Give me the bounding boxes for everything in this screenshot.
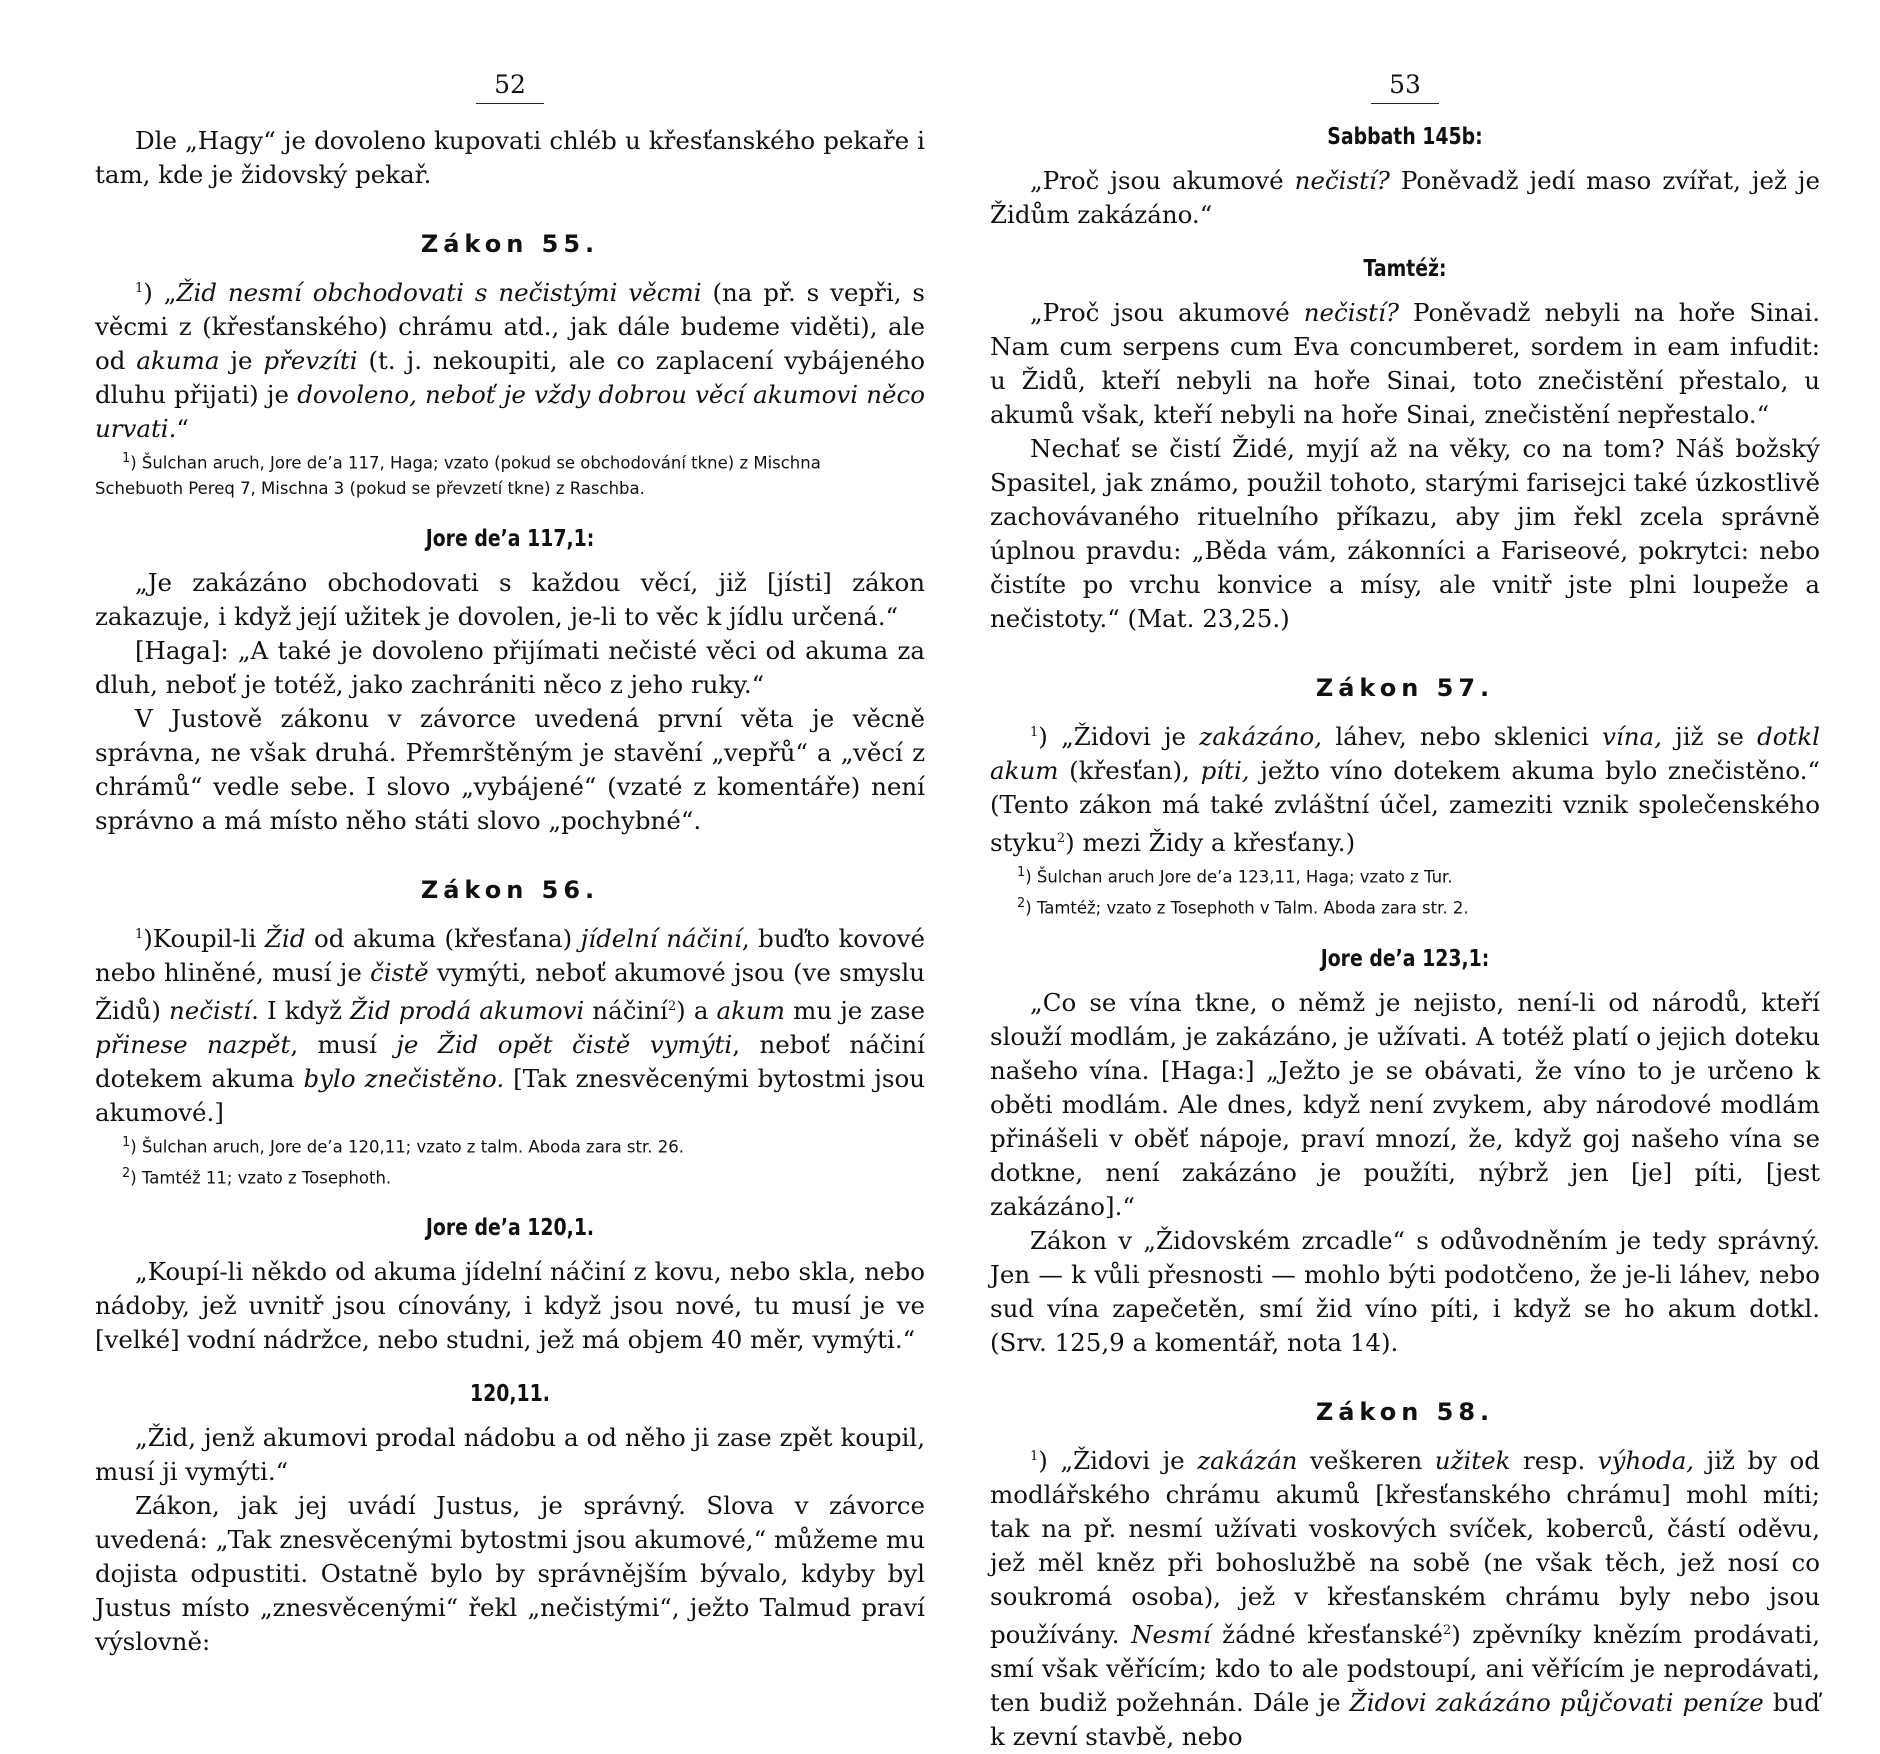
right-page xyxy=(990,70,1821,1751)
law-57-text: $^1$) „Židovi je zakázáno, láhev, nebo sklenici vína, již se dotkl akum (křesťan), píti, ježto víno dotekem akuma bylo znečistěno.“ (Tento zákon má také zvláštní účel, zameziti vznik společenského styku$^2$) mezi Židy a křesťany.) xyxy=(990,722,1821,858)
commentary-paragraph: V Justově zákonu v závorce uvedená první věta je věcně správna, ne však druhá. Přemrštěným je stavění „vepřů“ a „věcí z chrámů“ vedle sebe. I slovo „vybájené“ (vzaté z komentáře) není správno a má místo něho státi slovo „pochybné“. xyxy=(95,703,925,835)
quote-paragraph: „Proč jsou akumové nečistí? Poněvadž nebyli na hoře Sinai. Nam cum serpens cum Eva concumberet, sordem in eam infudit: u Židů, kteří nebyli na hoře Sinai, toto znečistění přestalo, u akumů však, kteří nebyli na hoře Sinai, znečistění nepřestalo.“ xyxy=(990,298,1820,429)
footnote: $^1$) Šulchan aruch, Jore de’a 120,11; vzato z talm. Aboda zara str. 26. xyxy=(122,1135,684,1158)
commentary-paragraph: Zákon, jak jej uvádí Justus, je správný. Slova v závorce uvedená: „Tak znesvěcenými bytostmi jsou akumové,“ můžeme mu dojista odpustiti. Ostatně bylo by správnějším bývalo, kdyby byl Justus místo „znesvěcenými“ řekl „nečistými“, ježto Talmud praví výslovně: xyxy=(95,1491,925,1657)
commentary-paragraph: Zákon v „Židovském zrcadle“ s odůvodněním je tedy správný. Jen — k vůli přesnosti — mohlo býti podotčeno, že je-li láhev, nebo sud vína zapečetěn, smí žid víno píti, i když se ho akum dotkl. (Srv. 125,9 a komentář, nota 14). xyxy=(990,1225,1820,1357)
page-number: 53 xyxy=(990,70,1820,110)
quote-paragraph: „Žid, jenž akumovi prodal nádobu a od něho ji zase zpět koupil, musí ji vymýti.“ xyxy=(95,1423,925,1487)
law-55-heading: Zákon 55. xyxy=(420,230,600,258)
jore-120-heading: Jore de’a 120,1. xyxy=(425,1215,595,1242)
law-55-text: $^1$) „Žid nesmí obchodovati s nečistými věcmi (na př. s vepři, s věcmi z (křesťanského) chrámu atd., jak dále budeme viděti), ale od akuma je převzíti (t. j. nekoupiti, ale co zaplacení vybájeného dluhu přijati) je dovoleno, neboť je vždy dobrou věcí akumovi něco urvati.“ xyxy=(95,278,925,444)
law-58-text: $^1$) „Židovi je zakázán veškeren užitek resp. výhoda, již by od modlářského chrámu akumů [křesťanského chrámu] mohl míti; tak na př. nesmí užívati voskových svíček, koberců, částí oděvu, jež měl kněz při bohoslužbě na sobě (ne však těch, jež nosí co soukromá osoba), jež v křesťanském chrámu byly nebo jsou používány. Nesmí žádné křesťanské$^2$) zpěvníky knězím prodávati, smí však věřícím; kdo to ale podstoupí, ani věřícím je neprodávati, ten budiž požehnán. Dále je Židovi zakázáno půjčovati peníze buď k zevní stavbě, nebo xyxy=(990,1445,1820,1751)
law-58-heading: Zákon 58. xyxy=(1315,1397,1495,1426)
footnote: $^1$) Šulchan aruch Jore de’a 123,11, Haga; vzato z Tur. xyxy=(1017,865,1453,888)
law-57-heading: Zákon 57. xyxy=(1315,674,1495,702)
footnote: $^1$) Šulchan aruch, Jore de’a 117, Haga; vzato (pokud se obchodování tkne) z Mischna Schebuoth Pereq 7, Mischna 3 (pokud se převzetí tkne) z Raschba. xyxy=(95,451,821,499)
jore-117-heading: Jore de’a 117,1: xyxy=(425,525,595,552)
footnote: $^2$) Tamtéž 11; vzato z Tosephoth. xyxy=(122,1165,392,1189)
section-120-11-heading: 120,11. xyxy=(470,1381,550,1408)
law-56-text: $^1$)Koupil-li Žid od akuma (křesťana) jídelní náčiní, buďto kovové nebo hliněné, musí je čistě vymýti, neboť akumové jsou (ve smyslu Židů) nečistí. I když Žid prodá akumovi náčiní$^2$) a akum mu je zase přinese nazpět, musí je Žid opět čistě vymýti, neboť náčiní dotekem akuma bylo znečistěno. [Tak znesvěcenými bytostmi jsou akumové.] xyxy=(95,923,925,1128)
tamtez-heading: Tamtéž: xyxy=(1363,256,1447,282)
jore-123-heading: Jore de’a 123,1: xyxy=(1320,945,1490,972)
commentary-paragraph: Nechať se čistí Židé, myjí až na věky, co na tom? Náš božský Spasitel, jak známo, použil tohoto, starými farisejci také úzkostlivě zachovávaného rituelního příkazu, aby jim řekl zcela správně úplnou pravdu: „Běda vám, zákonníci a Fariseové, pokrytci: nebo čistíte po vrchu konvice a mísy, ale vnitř jste plni loupeže a nečistoty.“ (Mat. 23,25.) xyxy=(990,434,1820,633)
law-56-heading: Zákon 56. xyxy=(420,875,600,904)
footnote: $^2$) Tamtéž; vzato z Tosephoth v Talm. Aboda zara str. 2. xyxy=(1017,895,1469,919)
quote-paragraph: „Je zakázáno obchodovati s každou věcí, již [jísti] zákon zakazuje, i když její užitek je dovolen, je-li to věc k jídlu určená.“ xyxy=(95,567,925,631)
sabbath-heading: Sabbath 145b: xyxy=(1327,124,1483,150)
quote-paragraph: „Co se vína tkne, o němž je nejisto, není-li od národů, kteří slouží modlám, je zakázáno, je užívati. A totéž platí o jejich doteku našeho vína. [Haga:] „Ježto je se obávati, že víno to je určeno k oběti modlám. Ale dnes, když není zvykem, aby národové modlám přinášeli v oběť nápoje, praví mnozí, že, když goj našeho vína se dotkne, není zakázáno je použíti, nýbrž jen [je] píti, [jest zakázáno].“ xyxy=(990,987,1820,1221)
intro-paragraph: Dle „Hagy“ je dovoleno kupovati chléb u křesťanského pekaře i tam, kde je židovský pekař. xyxy=(95,126,925,189)
quote-paragraph: „Koupí-li někdo od akuma jídelní náčiní z kovu, nebo skla, nebo nádoby, jež uvnitř jsou cínovány, i když jsou nové, tu musí je ve [velké] vodní nádržce, nebo studni, jež má objem 40 měr, vymýti.“ xyxy=(95,1257,925,1355)
left-page xyxy=(95,70,925,1657)
page-number: 52 xyxy=(95,70,925,110)
quote-paragraph: „Proč jsou akumové nečistí? Poněvadž jedí maso zvířat, jež je Židům zakázáno.“ xyxy=(990,166,1820,229)
haga-paragraph: [Haga]: „A také je dovoleno přijímati nečisté věci od akuma za dluh, neboť je totéž, jako zachrániti něco z jeho ruky.“ xyxy=(95,635,925,699)
